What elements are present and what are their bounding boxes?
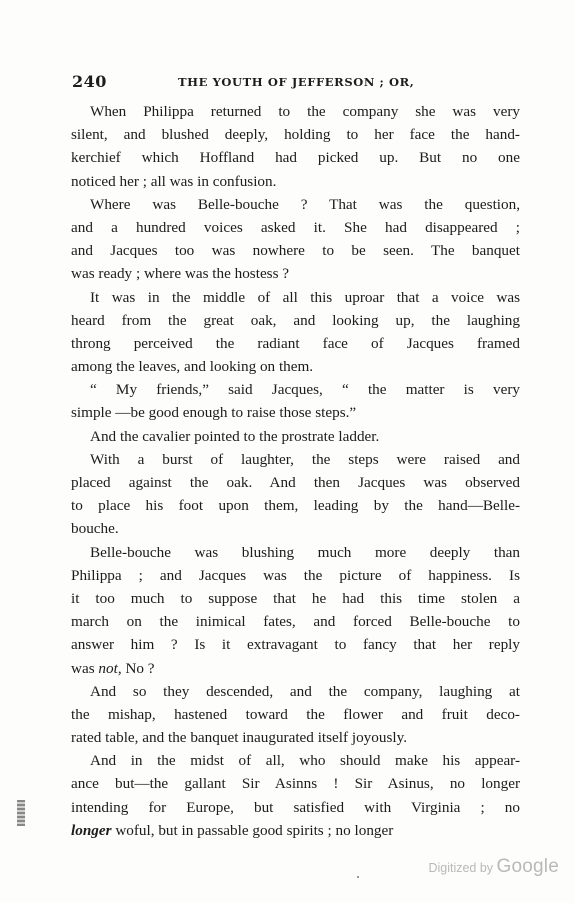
- text-line: And so they descended, and the company, laughing at: [90, 682, 520, 700]
- text-line: to place his foot upon them, leading by the hand—Belle-: [71, 497, 520, 515]
- text-line: and Jacques too was nowhere to be seen. The banquet: [71, 242, 520, 260]
- body-text: [71, 100, 520, 842]
- text-line: noticed her ; all was in confusion.: [71, 172, 277, 190]
- text-line: When Philippa returned to the company she was very: [90, 103, 520, 120]
- text-line: placed against the oak. And then Jacques was observed: [71, 474, 520, 491]
- text-line: kerchief which Hoffland had picked up. But no one: [71, 149, 520, 167]
- text-line: Where was Belle-bouche ? That was the question,: [90, 195, 520, 213]
- text-line: march on the inimical fates, and forced Belle-bouche to: [71, 613, 520, 631]
- text-line: [71, 657, 520, 680]
- text-line: and a hundred voices asked it. She had disappeared ;: [71, 218, 520, 236]
- text-line: With a burst of laughter, the steps were raised and: [90, 450, 520, 468]
- text-line: answer him ? Is it extravagant to fancy that her reply: [71, 636, 520, 654]
- text-line: Philippa ; and Jacques was the picture of happiness. Is: [71, 566, 520, 584]
- text-line: And the cavalier pointed to the prostrate ladder.: [90, 427, 380, 445]
- text-line: silent, and blushed deeply, holding to her face the hand-: [71, 126, 520, 144]
- text-line: heard from the great oak, and looking up, the laughing: [71, 311, 520, 329]
- text-line: rated table, and the banquet inaugurated itself joyously.: [71, 729, 407, 747]
- text-line: Belle-bouche was blushing much more deeply than: [90, 543, 520, 561]
- page-number: 240: [72, 72, 107, 91]
- text-line: among the leaves, and looking on them.: [71, 358, 314, 376]
- text-line: It was in the middle of all this uproar that a voice was: [90, 288, 520, 306]
- text-line: intending for Europe, but satisfied with Virginia ; no: [71, 798, 520, 816]
- text-line: simple —be good enough to raise those steps.”: [71, 404, 357, 422]
- text-line: “ My friends,” said Jacques, “ the matter is very: [90, 381, 520, 399]
- text-run: woful, but in passable good spirits ; no longer: [111, 821, 394, 839]
- text-line: ance but—the gallant Sir Asinns ! Sir Asinus, no longer: [71, 775, 520, 793]
- running-head: THE YOUTH OF JEFFERSON ; OR,: [178, 75, 415, 89]
- scan-speck: [357, 876, 359, 878]
- text-run: was: [71, 659, 99, 677]
- text-run: , No ?: [117, 659, 155, 677]
- text-line: bouche.: [71, 520, 119, 538]
- watermark-brand: Google: [496, 856, 559, 877]
- scan-margin-mark: [17, 800, 25, 826]
- text-line: throng perceived the radiant face of Jacques framed: [71, 334, 520, 352]
- emphasized-word: not: [98, 659, 118, 677]
- emphasized-word: longer: [71, 821, 112, 839]
- page-header: [72, 72, 522, 92]
- text-line: [71, 819, 520, 842]
- digitized-watermark: [428, 856, 559, 878]
- watermark-prefix: Digitized by: [428, 861, 497, 875]
- text-line: it too much to suppose that he had this time stolen a: [71, 589, 520, 607]
- text-line: the mishap, hastened toward the flower and fruit deco-: [71, 705, 520, 723]
- text-line: And in the midst of all, who should make his appear-: [90, 752, 520, 770]
- text-line: was ready ; where was the hostess ?: [71, 265, 290, 283]
